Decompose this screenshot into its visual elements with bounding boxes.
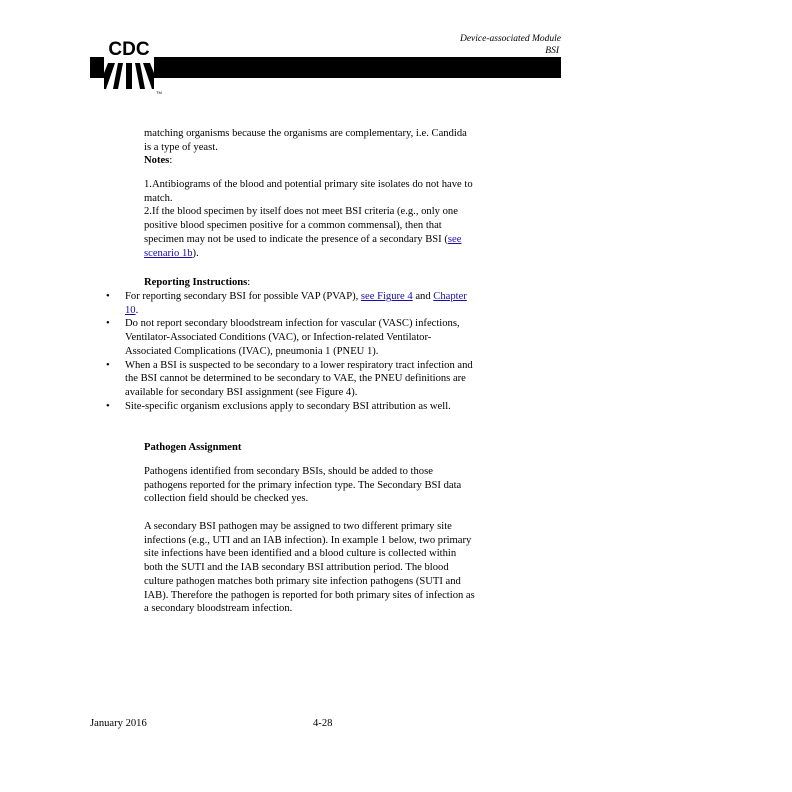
reporting-bullets <box>106 290 526 413</box>
text-line: positive blood specimen positive for a common commensal), then that <box>144 220 442 232</box>
notes-list <box>144 178 524 260</box>
text-line: available for secondary BSI assignment (see Figure 4). <box>125 386 358 398</box>
header-module-title: Device-associated Module <box>459 34 561 44</box>
bullet-icon: • <box>106 400 110 412</box>
reporting-colon: : <box>247 277 251 288</box>
bullet-item <box>106 317 526 358</box>
text-line <box>144 247 524 261</box>
cdc-logo <box>104 33 154 89</box>
trademark-mark: TM <box>156 90 162 95</box>
text-line: is a type of yeast. <box>144 141 218 153</box>
text-line: Site-specific organism exclusions apply to secondary BSI attribution as well. <box>125 400 451 412</box>
text-line: site infections have been identified and a blood culture is collected within <box>144 548 457 560</box>
text-line: infections (e.g., UTI and an IAB infection). In example 1 below, two primary <box>144 534 472 546</box>
text-span: For reporting secondary BSI for possible VAP (PVAP), <box>125 291 361 302</box>
text-line: Do not report secondary bloodstream infection for vascular (VASC) infections, <box>125 318 460 330</box>
reporting-heading: Reporting Instructions <box>144 277 248 288</box>
text-line: a secondary bloodstream infection. <box>144 603 293 615</box>
notes-heading-line <box>144 154 524 168</box>
text-line: 1.Antibiograms of the blood and potential primary site isolates do not have to <box>144 179 473 190</box>
pathogen-paragraph-2 <box>144 520 524 616</box>
notes-colon: : <box>169 155 173 167</box>
text-line: 2.If the blood specimen by itself does not meet BSI criteria (e.g., only one <box>144 206 458 218</box>
text-line <box>144 233 524 247</box>
continuation-paragraph <box>144 127 524 168</box>
header-band <box>90 57 561 78</box>
text-line: When a BSI is suspected to be secondary to a lower respiratory tract infection and <box>125 359 473 371</box>
pathogen-paragraph-1 <box>144 465 524 506</box>
text-line: matching organisms because the organisms are complementary, i.e. Candida <box>144 128 467 139</box>
footer-page-number: 4-28 <box>313 718 333 729</box>
text-line: A secondary BSI pathogen may be assigned to two different primary site <box>144 521 452 532</box>
text-span: and <box>412 291 434 302</box>
bullet-item <box>106 290 526 317</box>
chapter-10-link-cont[interactable]: 10 <box>125 304 136 316</box>
bullet-icon: • <box>106 318 110 330</box>
bullet-item <box>106 359 526 400</box>
notes-heading: Notes <box>144 155 170 167</box>
see-scenario-link-cont[interactable]: scenario 1b <box>144 247 193 259</box>
text-line <box>125 290 526 304</box>
text-line: Associated Complications (IVAC), pneumonia 1 (PNEU 1). <box>125 345 379 357</box>
pathogen-heading: Pathogen Assignment <box>144 442 242 453</box>
see-scenario-link[interactable]: see <box>447 233 462 245</box>
text-span: . <box>135 304 139 316</box>
text-line: collection field should be checked yes. <box>144 493 309 505</box>
bullet-icon: • <box>106 291 110 302</box>
text-line: IAB). Therefore the pathogen is reported for both primary sites of infection as <box>144 589 475 601</box>
bullet-icon: • <box>106 359 110 371</box>
text-line: Pathogens identified from secondary BSIs, should be added to those <box>144 466 433 477</box>
footer-date: January 2016 <box>90 718 147 729</box>
see-figure-4-link[interactable]: see Figure 4 <box>360 291 413 302</box>
text-span: specimen may not be used to indicate the presence of a secondary BSI ( <box>144 233 448 245</box>
text-line <box>125 304 526 318</box>
text-line: culture pathogen matches both primary site infection pathogens (SUTI and <box>144 575 461 587</box>
text-line: Ventilator-Associated Conditions (VAC), or Infection-related Ventilator- <box>125 332 432 344</box>
text-line: both the SUTI and the IAB secondary BSI attribution period. The blood <box>144 562 449 574</box>
text-line: the BSI cannot be determined to be secondary to VAE, the PNEU definitions are <box>125 373 466 385</box>
logo-text: CDC <box>108 39 150 60</box>
text-line: pathogens reported for the primary infection type. The Secondary BSI data <box>144 479 462 491</box>
header-section-title: BSI <box>545 46 559 56</box>
chapter-10-link[interactable]: Chapter <box>433 291 467 302</box>
text-line: match. <box>144 192 173 204</box>
reporting-heading-line <box>144 276 524 290</box>
bullet-item <box>106 400 526 414</box>
text-span: ). <box>192 247 199 259</box>
